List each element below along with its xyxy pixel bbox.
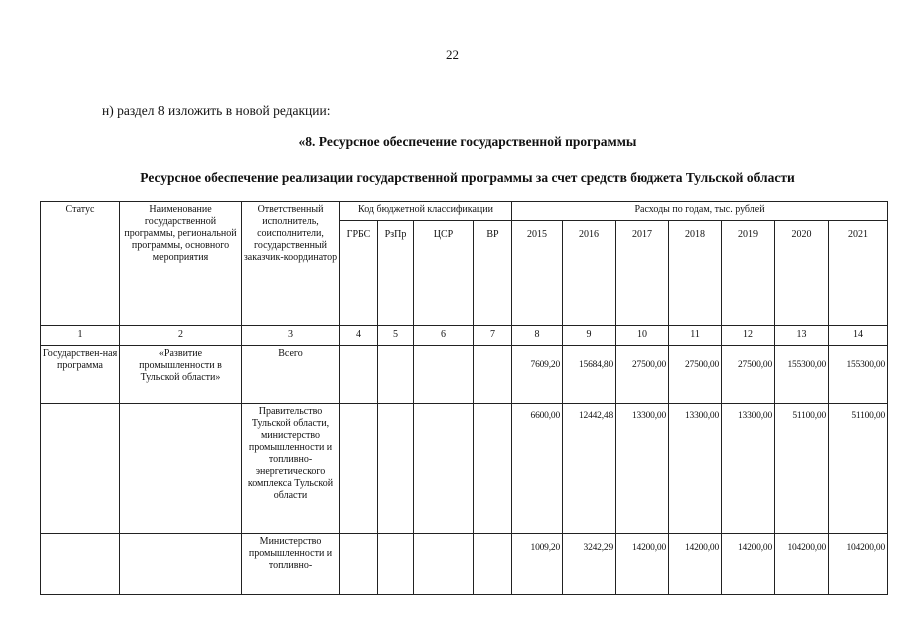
row-value: 155300,00 (775, 346, 829, 404)
table-heading: Ресурсное обеспечение реализации государственной программы за счет средств бюджета Тульской области (140, 170, 795, 185)
header-year: 2018 (669, 221, 722, 326)
row-value: 104200,00 (775, 534, 829, 595)
row-executor: Всего (242, 346, 340, 404)
row-value: 13300,00 (722, 404, 775, 534)
row-value: 14200,00 (616, 534, 669, 595)
row-grbs (340, 346, 378, 404)
row-grbs (340, 404, 378, 534)
header-name: Наименование государственной программы, региональной программы, основного мероприятия (120, 202, 242, 326)
row-value: 7609,20 (512, 346, 563, 404)
header-year: 2016 (563, 221, 616, 326)
row-value: 3242,29 (563, 534, 616, 595)
row-value: 12442,48 (563, 404, 616, 534)
column-number: 1 (41, 326, 120, 346)
table-row (41, 404, 888, 534)
row-value: 14200,00 (722, 534, 775, 595)
row-csr (414, 534, 474, 595)
row-value: 27500,00 (722, 346, 775, 404)
row-grbs (340, 534, 378, 595)
column-number: 5 (378, 326, 414, 346)
column-number: 2 (120, 326, 242, 346)
row-name (120, 404, 242, 534)
row-value: 15684,80 (563, 346, 616, 404)
row-value: 13300,00 (669, 404, 722, 534)
section-heading: «8. Ресурсное обеспечение государственной программы (298, 134, 637, 149)
row-status (41, 404, 120, 534)
row-status: Государствен-ная программа (41, 346, 120, 404)
row-value: 13300,00 (616, 404, 669, 534)
row-value: 155300,00 (829, 346, 888, 404)
header-executor: Ответственный исполнитель, соисполнители, государственный заказчик-координатор (242, 202, 340, 326)
row-rzpr (378, 404, 414, 534)
column-number: 3 (242, 326, 340, 346)
resource-table (40, 201, 888, 595)
header-expenses: Расходы по годам, тыс. рублей (512, 202, 888, 221)
header-year: 2015 (512, 221, 563, 326)
row-value: 51100,00 (775, 404, 829, 534)
header-grbs: ГРБС (340, 221, 378, 326)
row-rzpr (378, 346, 414, 404)
row-value: 27500,00 (669, 346, 722, 404)
row-name: «Развитие промышленности в Тульской области» (120, 346, 242, 404)
row-vr (474, 404, 512, 534)
header-budget-code: Код бюджетной классификации (340, 202, 512, 221)
header-year: 2021 (829, 221, 888, 326)
row-value: 14200,00 (669, 534, 722, 595)
row-rzpr (378, 534, 414, 595)
header-year: 2017 (616, 221, 669, 326)
page-number: 22 (446, 47, 459, 62)
header-year: 2019 (722, 221, 775, 326)
row-status (41, 534, 120, 595)
header-vr: ВР (474, 221, 512, 326)
row-executor: Правительство Тульской области, министерство промышленности и топливно-энергетического комплекса Тульской области (242, 404, 340, 534)
row-vr (474, 346, 512, 404)
column-number: 12 (722, 326, 775, 346)
row-value: 1009,20 (512, 534, 563, 595)
header-status: Статус (41, 202, 120, 326)
row-csr (414, 346, 474, 404)
column-number-row (41, 326, 888, 346)
column-number: 7 (474, 326, 512, 346)
header-csr: ЦСР (414, 221, 474, 326)
column-number: 6 (414, 326, 474, 346)
column-number: 11 (669, 326, 722, 346)
column-number: 13 (775, 326, 829, 346)
header-rzpr: РзПр (378, 221, 414, 326)
column-number: 9 (563, 326, 616, 346)
column-number: 4 (340, 326, 378, 346)
row-value: 104200,00 (829, 534, 888, 595)
header-year: 2020 (775, 221, 829, 326)
column-number: 14 (829, 326, 888, 346)
row-value: 6600,00 (512, 404, 563, 534)
column-number: 10 (616, 326, 669, 346)
row-name (120, 534, 242, 595)
row-value: 51100,00 (829, 404, 888, 534)
row-vr (474, 534, 512, 595)
row-value: 27500,00 (616, 346, 669, 404)
row-csr (414, 404, 474, 534)
column-number: 8 (512, 326, 563, 346)
row-executor: Министерство промышленности и топливно- (242, 534, 340, 595)
table-row (41, 346, 888, 404)
table-row (41, 534, 888, 595)
intro-text: н) раздел 8 изложить в новой редакции: (102, 103, 331, 118)
